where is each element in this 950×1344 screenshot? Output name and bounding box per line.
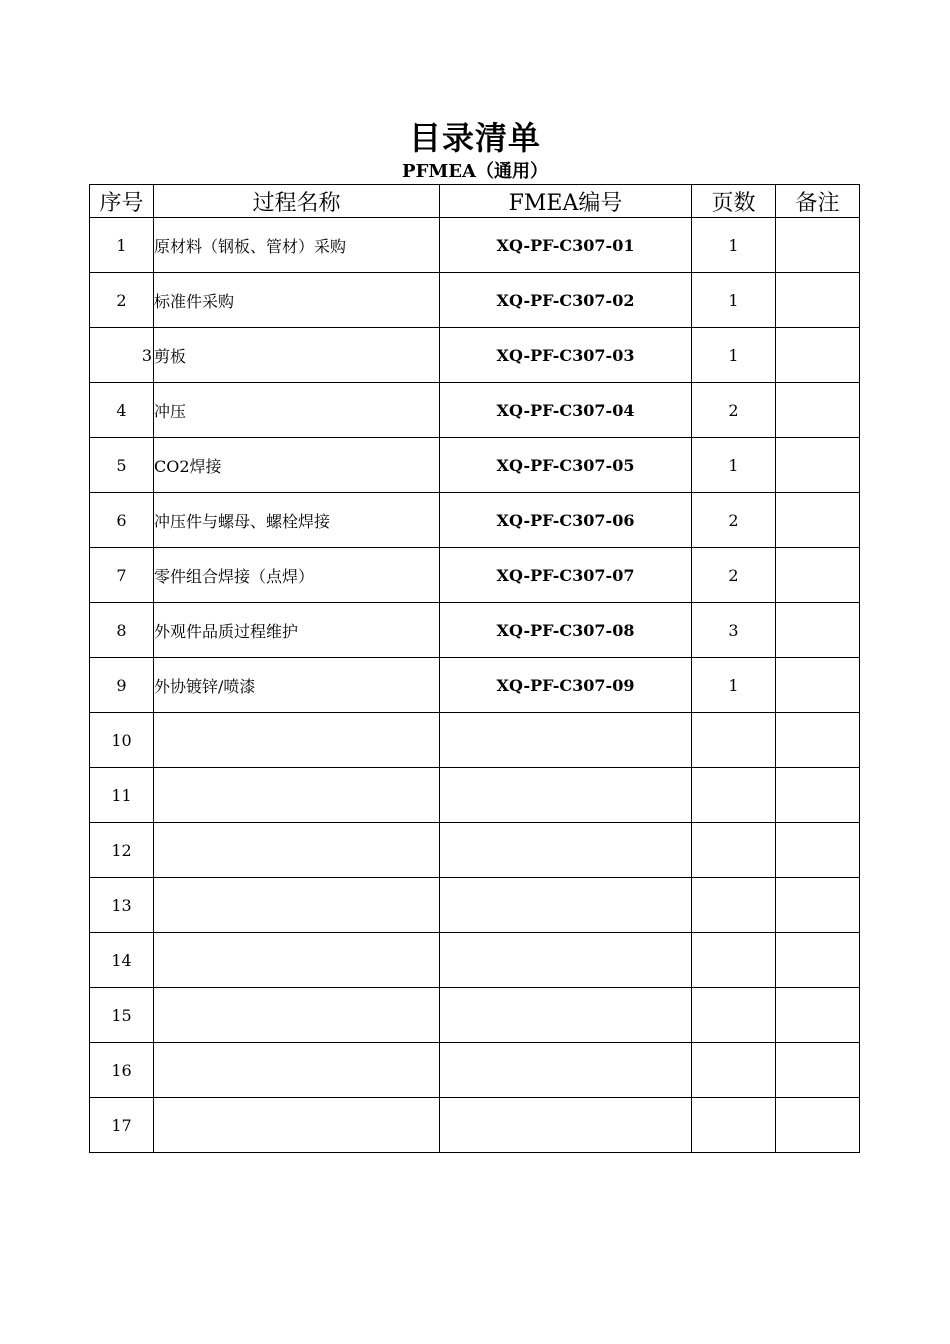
cell-fmea-no: XQ-PF-C307-04 <box>440 383 692 438</box>
cell-fmea-no: XQ-PF-C307-01 <box>440 218 692 273</box>
table-row <box>90 1098 860 1153</box>
table-row <box>90 218 860 273</box>
page-title: 目录清单 <box>408 119 541 157</box>
cell-remark <box>776 823 860 878</box>
cell-pages: 1 <box>692 218 776 273</box>
header-remark: 备注 <box>776 185 860 218</box>
cell-remark <box>776 273 860 328</box>
cell-remark <box>776 933 860 988</box>
cell-process-name <box>154 713 440 768</box>
cell-remark <box>776 768 860 823</box>
table-row <box>90 878 860 933</box>
cell-pages: 2 <box>692 383 776 438</box>
cell-process-name <box>154 823 440 878</box>
cell-fmea-no <box>440 1098 692 1153</box>
cell-fmea-no <box>440 878 692 933</box>
cell-pages: 1 <box>692 438 776 493</box>
cell-pages <box>692 768 776 823</box>
catalog-table <box>89 184 860 1153</box>
table-row <box>90 988 860 1043</box>
cell-fmea-no <box>440 988 692 1043</box>
cell-remark <box>776 603 860 658</box>
cell-process-name: 标准件采购 <box>154 273 440 328</box>
cell-process-name: 外协镀锌/喷漆 <box>154 658 440 713</box>
cell-fmea-no: XQ-PF-C307-05 <box>440 438 692 493</box>
table-row <box>90 823 860 878</box>
cell-remark <box>776 493 860 548</box>
cell-seq: 15 <box>90 988 154 1043</box>
cell-process-name <box>154 988 440 1043</box>
cell-fmea-no: XQ-PF-C307-03 <box>440 328 692 383</box>
cell-pages <box>692 933 776 988</box>
cell-process-name <box>154 1098 440 1153</box>
header-seq: 序号 <box>90 185 154 218</box>
cell-process-name: 冲压件与螺母、螺栓焊接 <box>154 493 440 548</box>
header-fmea-no: FMEA编号 <box>440 185 692 218</box>
table-row <box>90 603 860 658</box>
cell-fmea-no <box>440 768 692 823</box>
cell-fmea-no: XQ-PF-C307-02 <box>440 273 692 328</box>
cell-seq: 10 <box>90 713 154 768</box>
table-row <box>90 658 860 713</box>
cell-remark <box>776 713 860 768</box>
cell-process-name: 外观件品质过程维护 <box>154 603 440 658</box>
cell-seq: 12 <box>90 823 154 878</box>
cell-seq: 1 <box>90 218 154 273</box>
cell-fmea-no: XQ-PF-C307-06 <box>440 493 692 548</box>
cell-pages <box>692 1043 776 1098</box>
table-row <box>90 1043 860 1098</box>
table-row <box>90 548 860 603</box>
cell-fmea-no: XQ-PF-C307-09 <box>440 658 692 713</box>
cell-pages: 1 <box>692 658 776 713</box>
cell-pages <box>692 1098 776 1153</box>
table-row <box>90 493 860 548</box>
table-header-row <box>90 185 860 218</box>
header-process-name: 过程名称 <box>154 185 440 218</box>
cell-process-name: 零件组合焊接（点焊） <box>154 548 440 603</box>
table-row <box>90 768 860 823</box>
cell-process-name: 冲压 <box>154 383 440 438</box>
cell-remark <box>776 218 860 273</box>
cell-seq: 7 <box>90 548 154 603</box>
cell-remark <box>776 1098 860 1153</box>
cell-seq: 13 <box>90 878 154 933</box>
cell-remark <box>776 383 860 438</box>
cell-pages: 3 <box>692 603 776 658</box>
cell-seq: 5 <box>90 438 154 493</box>
cell-fmea-no: XQ-PF-C307-08 <box>440 603 692 658</box>
cell-seq: 16 <box>90 1043 154 1098</box>
cell-fmea-no <box>440 1043 692 1098</box>
cell-remark <box>776 328 860 383</box>
cell-seq: 6 <box>90 493 154 548</box>
cell-seq: 14 <box>90 933 154 988</box>
cell-seq: 8 <box>90 603 154 658</box>
cell-process-name <box>154 933 440 988</box>
cell-pages <box>692 713 776 768</box>
page-subtitle: PFMEA（通用） <box>402 161 548 182</box>
cell-process-name <box>154 878 440 933</box>
cell-pages: 1 <box>692 328 776 383</box>
cell-pages <box>692 823 776 878</box>
header-pages: 页数 <box>692 185 776 218</box>
cell-pages: 1 <box>692 273 776 328</box>
cell-remark <box>776 548 860 603</box>
table-row <box>90 438 860 493</box>
cell-seq: 11 <box>90 768 154 823</box>
cell-seq: 2 <box>90 273 154 328</box>
table-row <box>90 933 860 988</box>
cell-process-name: 剪板 <box>154 328 440 383</box>
cell-seq: 9 <box>90 658 154 713</box>
table-row <box>90 383 860 438</box>
cell-seq: 17 <box>90 1098 154 1153</box>
cell-process-name <box>154 768 440 823</box>
table-row <box>90 273 860 328</box>
cell-fmea-no <box>440 713 692 768</box>
cell-fmea-no <box>440 823 692 878</box>
cell-fmea-no <box>440 933 692 988</box>
cell-seq: 4 <box>90 383 154 438</box>
cell-remark <box>776 438 860 493</box>
cell-pages: 2 <box>692 548 776 603</box>
table-row <box>90 713 860 768</box>
cell-pages: 2 <box>692 493 776 548</box>
cell-remark <box>776 1043 860 1098</box>
cell-fmea-no: XQ-PF-C307-07 <box>440 548 692 603</box>
cell-remark <box>776 658 860 713</box>
cell-process-name: 原材料（钢板、管材）采购 <box>154 218 440 273</box>
cell-pages <box>692 988 776 1043</box>
cell-remark <box>776 988 860 1043</box>
cell-pages <box>692 878 776 933</box>
cell-process-name: CO2焊接 <box>154 438 440 493</box>
cell-seq: 3 <box>90 328 154 383</box>
cell-remark <box>776 878 860 933</box>
table-row <box>90 328 860 383</box>
cell-process-name <box>154 1043 440 1098</box>
